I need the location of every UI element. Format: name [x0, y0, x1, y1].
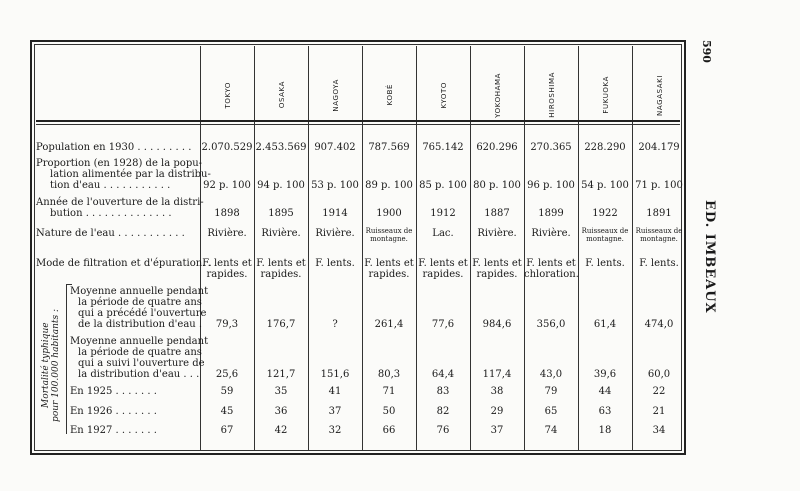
- table-cell: 270.365: [530, 142, 572, 153]
- row-label-annee-line2: bution . . . . . . . . . . . . . .: [50, 208, 172, 219]
- column-header-fukuoka: FUKUOKA: [602, 76, 610, 114]
- mortality-label-after-line2: la période de quatre ans: [78, 347, 202, 358]
- table-cell: 89 p. 100: [365, 180, 413, 191]
- table-cell: 37: [490, 425, 504, 436]
- mortality-label-before-line1: Moyenne annuelle pendant: [70, 286, 209, 297]
- table-cell: Lac.: [432, 228, 454, 239]
- table-cell: 18: [598, 425, 612, 436]
- table-cell: 74: [544, 425, 558, 436]
- table-cell: 36: [274, 406, 288, 417]
- table-cell: 79,3: [215, 319, 239, 330]
- table-cell: 21: [652, 406, 666, 417]
- table-cell: 121,7: [266, 369, 296, 380]
- mortality-label-1925: En 1925 . . . . . . .: [70, 386, 157, 397]
- table-cell: 54 p. 100: [581, 180, 629, 191]
- table-cell: 77,6: [431, 319, 455, 330]
- table-cell: 39,6: [593, 369, 617, 380]
- table-cell: ?: [332, 319, 338, 330]
- table-cell: Ruisseaux de montagne.: [635, 227, 683, 243]
- table-cell: F. lents et rapides.: [364, 258, 414, 280]
- mortality-side-label-line2: pour 100.000 habitants :: [51, 308, 61, 422]
- mortality-label-before-line3: qui a précédé l'ouverture: [78, 308, 207, 319]
- table-cell: 176,7: [266, 319, 296, 330]
- mortality-side-label-line1: Mortalité typhique: [41, 322, 51, 408]
- mortality-label-1926: En 1926 . . . . . . .: [70, 406, 157, 417]
- table-cell: 204.179: [638, 142, 680, 153]
- table-cell: 43,0: [539, 369, 563, 380]
- table-cell: 65: [544, 406, 558, 417]
- table-cell: 96 p. 100: [527, 180, 575, 191]
- table-cell: 80,3: [377, 369, 401, 380]
- table-cell: F. lents et rapides.: [256, 258, 306, 280]
- row-label-proportion-line3: tion d'eau . . . . . . . . . . .: [50, 180, 171, 191]
- table-cell: 907.402: [314, 142, 356, 153]
- table-cell: 22: [652, 386, 666, 397]
- mortality-label-after-line3: qui a suivi l'ouverture de: [78, 358, 205, 369]
- row-label-filtration: Mode de filtration et d'épuration. .: [36, 258, 212, 269]
- table-cell: 1900: [376, 208, 402, 219]
- table-cell: F. lents et rapides.: [418, 258, 468, 280]
- table-cell: 37: [328, 406, 342, 417]
- column-header-nagoya: NAGOYA: [332, 78, 340, 112]
- table-cell: 60,0: [647, 369, 671, 380]
- table-cell: 1891: [646, 208, 672, 219]
- table-cell: 1898: [214, 208, 240, 219]
- table-cell: 50: [382, 406, 396, 417]
- table-cell: 67: [220, 425, 234, 436]
- column-header-yokohama: YOKOHAMA: [494, 72, 502, 118]
- table-cell: 64,4: [431, 369, 455, 380]
- column-header-hiroshima: HIROSHIMA: [548, 72, 556, 118]
- table-cell: 71: [382, 386, 396, 397]
- table-cell: 66: [382, 425, 396, 436]
- mortality-label-after-line4: la distribution d'eau . . .: [78, 369, 200, 380]
- table-cell: Ruisseaux de montagne.: [365, 227, 413, 243]
- table-cell: 620.296: [476, 142, 518, 153]
- table-cell: 61,4: [593, 319, 617, 330]
- table-cell: 83: [436, 386, 450, 397]
- mortality-label-1927: En 1927 . . . . . . .: [70, 425, 157, 436]
- table-cell: Rivière.: [207, 228, 247, 239]
- table-cell: 228.290: [584, 142, 626, 153]
- column-header-osaka: OSAKA: [278, 81, 286, 109]
- table-cell: 85 p. 100: [419, 180, 467, 191]
- column-header-nagasaki: NAGASAKI: [656, 74, 664, 116]
- table-cell: 80 p. 100: [473, 180, 521, 191]
- table-cell: 34: [652, 425, 666, 436]
- table-cell: 38: [490, 386, 504, 397]
- row-label-nature: Nature de l'eau . . . . . . . . . . .: [36, 228, 185, 239]
- table-cell: 117,4: [482, 369, 512, 380]
- table-cell: 2.070.529: [201, 142, 253, 153]
- table-cell: 474,0: [644, 319, 674, 330]
- table-cell: 79: [544, 386, 558, 397]
- table-cell: Rivière.: [477, 228, 517, 239]
- running-head: ED. IMBEAUX: [702, 200, 717, 314]
- mortality-label-before-line2: la période de quatre ans: [78, 297, 202, 308]
- mortality-side-label: [38, 290, 64, 440]
- table-cell: F. lents et rapides.: [472, 258, 522, 280]
- table-cell: Rivière.: [261, 228, 301, 239]
- table-cell: 356,0: [536, 319, 566, 330]
- row-label-population: Population en 1930 . . . . . . . . .: [36, 142, 192, 153]
- table-cell: 25,6: [215, 369, 239, 380]
- table-cell: F. lents et rapides.: [202, 258, 252, 280]
- row-label-proportion-line2: lation alimentée par la distribu-: [50, 169, 211, 180]
- table-cell: 94 p. 100: [257, 180, 305, 191]
- table-cell: 82: [436, 406, 450, 417]
- table-cell: 151,6: [320, 369, 350, 380]
- table-cell: 1914: [322, 208, 348, 219]
- table-cell: 53 p. 100: [311, 180, 359, 191]
- table-cell: 1922: [592, 208, 618, 219]
- table-cell: 45: [220, 406, 234, 417]
- table-cell: 71 p. 100: [635, 180, 683, 191]
- row-label-annee-line1: Année de l'ouverture de la distri-: [36, 197, 204, 208]
- table-cell: 765.142: [422, 142, 464, 153]
- row-label-proportion-line1: Proportion (en 1928) de la popu-: [36, 158, 203, 169]
- table-cell: F. lents.: [585, 258, 625, 269]
- page-number: 590: [700, 40, 713, 63]
- table-cell: 42: [274, 425, 288, 436]
- mortality-label-before-line4: de la distribution d'eau .: [78, 319, 203, 330]
- table-cell: 1912: [430, 208, 456, 219]
- table-cell: 35: [274, 386, 288, 397]
- column-header-kobe: KOBÉ: [386, 84, 394, 106]
- table-cell: 44: [598, 386, 612, 397]
- table-cell: 76: [436, 425, 450, 436]
- table-cell: F. lents.: [315, 258, 355, 269]
- column-header-tokyo: TOKYO: [224, 81, 232, 109]
- table-cell: 92 p. 100: [203, 180, 251, 191]
- table-cell: 1899: [538, 208, 564, 219]
- table-cell: 261,4: [374, 319, 404, 330]
- table-cell: 787.569: [368, 142, 410, 153]
- brace-line: [66, 284, 67, 434]
- table-cell: 2.453.569: [255, 142, 307, 153]
- table-cell: 1887: [484, 208, 510, 219]
- table-cell: 984,6: [482, 319, 512, 330]
- table-cell: 29: [490, 406, 504, 417]
- table-cell: Rivière.: [531, 228, 571, 239]
- table-cell: 41: [328, 386, 342, 397]
- table-cell: 63: [598, 406, 612, 417]
- column-header-kyoto: KYOTO: [440, 81, 448, 109]
- table-cell: Ruisseaux de montagne.: [581, 227, 629, 243]
- table-cell: 59: [220, 386, 234, 397]
- table-cell: F. lents et chloration.: [524, 258, 579, 280]
- table-cell: F. lents.: [639, 258, 679, 269]
- table-cell: 32: [328, 425, 342, 436]
- table-cell: 1895: [268, 208, 294, 219]
- table-cell: Rivière.: [315, 228, 355, 239]
- mortality-label-after-line1: Moyenne annuelle pendant: [70, 336, 209, 347]
